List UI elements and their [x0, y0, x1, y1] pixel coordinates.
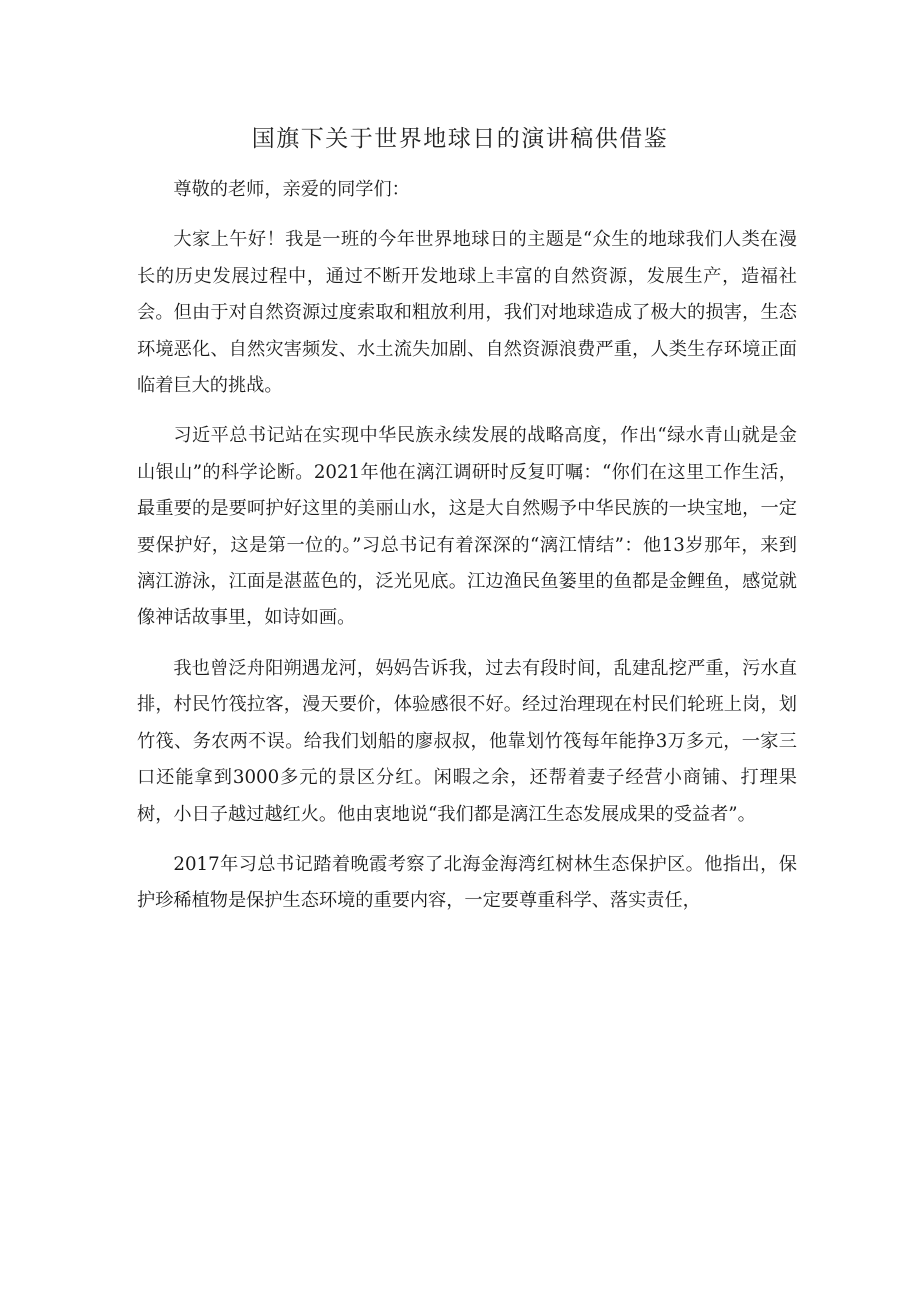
paragraph-yulong-river: 我也曾泛舟阳朔遇龙河，妈妈告诉我，过去有段时间，乱建乱挖严重，污水直排，村民竹筏拉客，漫天要价，体验感很不好。经过治理现在村民们轮班上岗，划竹筏、务农两不误。给我们划船的廖叔叔，他靠划竹筏每年能挣3万多元，一家三口还能拿到3000多元的景区分红。闲暇之余，还帮着妻子经营小商铺、打理果树，小日子越过越红火。他由衷地说“我们都是漓江生态发展成果的受益者”。: [137, 657, 797, 825]
paragraph-mangrove: 2017年习总书记踏着晚霞考察了北海金海湾红树林生态保护区。他指出，保护珍稀植物是保护生态环境的重要内容，一定要尊重科学、落实责任，: [137, 853, 797, 912]
document-title: 国旗下关于世界地球日的演讲稿供借鉴: [251, 126, 669, 152]
paragraph-greeting: 大家上午好！我是一班的今年世界地球日的主题是“众生的地球我们人类在漫长的历史发展过程中，通过不断开发地球上丰富的自然资源，发展生产，造福社会。但由于对自然资源过度索取和粗放利用，我们对地球造成了极大的损害，生态环境恶化、自然灾害频发、水土流失加剧、自然资源浪费严重，人类生存环境正面临着巨大的挑战。: [137, 229, 797, 397]
document-body: [137, 172, 797, 934]
paragraph-lijiang: 习近平总书记站在实现中华民族永续发展的战略高度，作出“绿水青山就是金山银山”的科学论断。2021年他在漓江调研时反复叮嘱：“你们在这里工作生活，最重要的是要呵护好这里的美丽山水，这是大自然赐予中华民族的一块宝地，一定要保护好，这是第一位的。”习总书记有着深深的“漓江情结”：他13岁那年，来到漓江游泳，江面是湛蓝色的，泛光见底。江边渔民鱼篓里的鱼都是金鲤鱼，感觉就像神话故事里，如诗如画。: [137, 425, 797, 629]
salutation: 尊敬的老师，亲爱的同学们：: [173, 179, 410, 200]
